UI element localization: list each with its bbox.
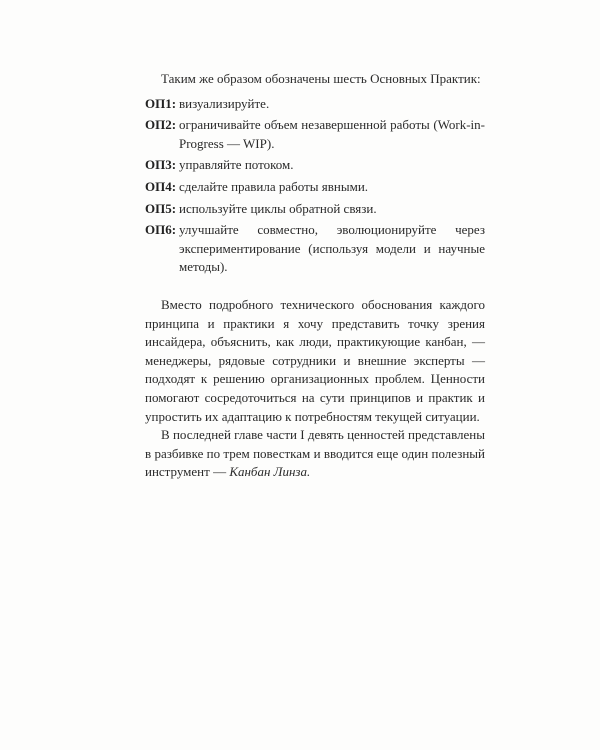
intro-line: Таким же образом обозначены шесть Основных Практик: — [161, 71, 481, 86]
practice-code: ОП1: — [145, 95, 177, 111]
body-paragraph-1: Вместо подробного технического обоснования каждого принципа и практики я хочу представить точку зрения инсайдера, объяснить, как люди, практикующие канбан, — менеджеры, рядовые сотрудники и внешние эксперты — подходят к решению организационных проблем. Ценности помогают сосредоточиться на сути принципов и практик и упростить их адаптацию к потребностям текущей ситуации. — [145, 296, 485, 424]
practice-code: ОП3: — [145, 157, 177, 173]
text-block — [145, 70, 485, 482]
practice-item — [145, 116, 485, 153]
practice-text: используйте циклы обратной связи. — [179, 200, 377, 216]
practice-text: улучшайте совместно, эволюционируйте через экспериментирование (используя модели и научные методы). — [179, 222, 485, 275]
paragraph-2-text: В последней главе части I девять ценностей представлены в разбивке по трем повесткам и вводится еще один полезный инструмент — — [145, 427, 485, 480]
practice-text: сделайте правила работы явными. — [179, 178, 369, 194]
body-paragraph-2 — [145, 426, 485, 482]
practice-text: управляйте потоком. — [179, 157, 294, 173]
practice-code: ОП4: — [145, 178, 177, 194]
practice-code: ОП2: — [145, 117, 177, 133]
practice-item — [145, 200, 485, 219]
kanban-lens-term: Канбан Линза. — [229, 464, 311, 480]
practice-item — [145, 221, 485, 277]
practice-item — [145, 95, 485, 114]
practice-code: ОП6: — [145, 222, 177, 238]
paragraph-spacer — [145, 280, 485, 296]
practice-code: ОП5: — [145, 200, 177, 216]
practice-item — [145, 156, 485, 175]
practice-text: визуализируйте. — [179, 95, 270, 111]
practice-text: ограничивайте объем незавершенной работы (Work-in-Progress — WIP). — [179, 117, 485, 151]
practice-item — [145, 178, 485, 197]
